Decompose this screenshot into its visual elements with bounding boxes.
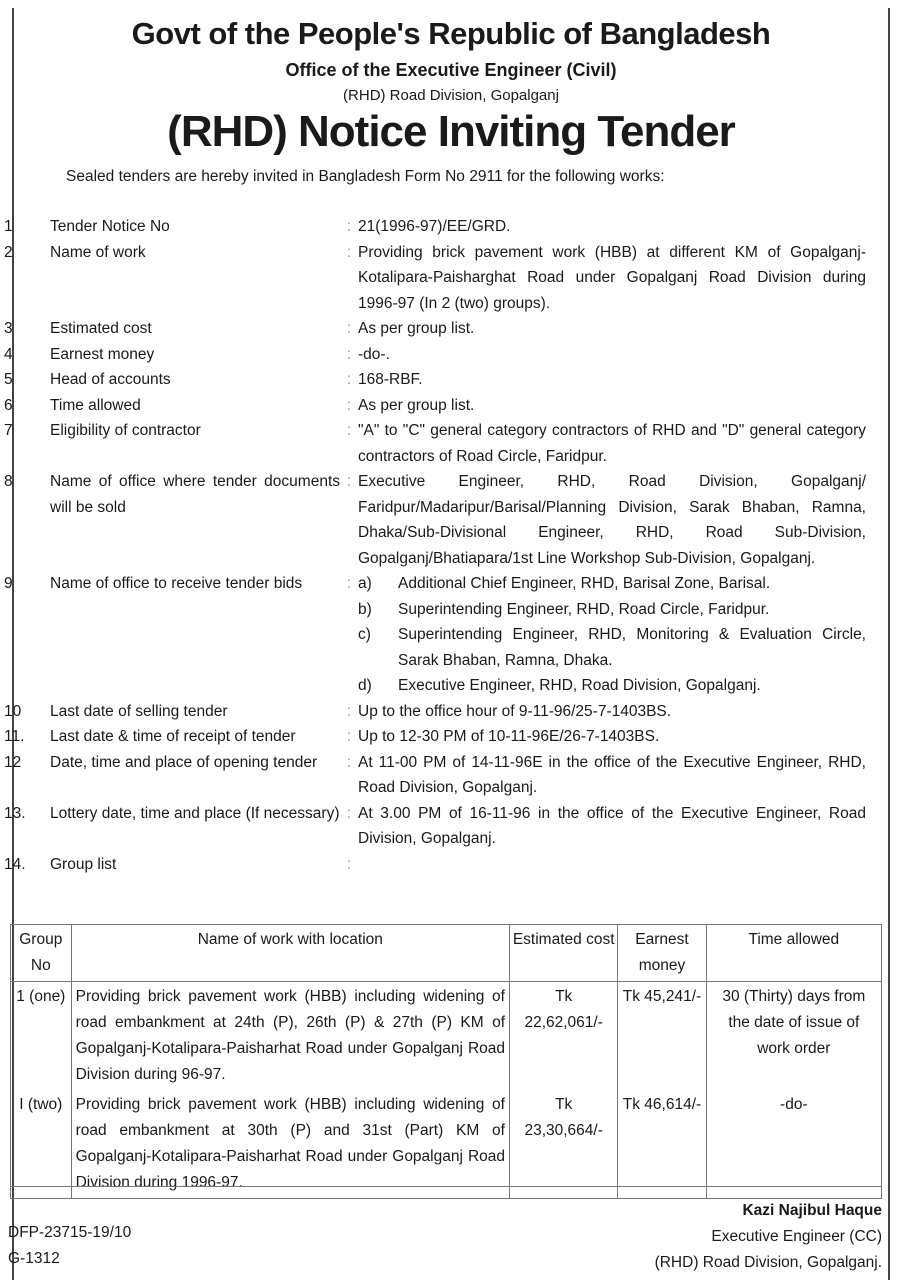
col-header-time: Time allowed <box>706 925 881 982</box>
colon-mark: : <box>346 473 352 490</box>
item-number: 10 <box>4 702 22 720</box>
signatory-division: (RHD) Road Division, Gopalganj. <box>654 1254 882 1271</box>
item-number: 2 <box>4 243 13 261</box>
col-header-money: Earnest money <box>618 925 706 982</box>
sub-item-letter: a) <box>358 575 372 592</box>
table-row <box>11 1090 882 1199</box>
reference-code: G-1312 <box>8 1250 60 1267</box>
cell-money: Tk 45,241/- <box>618 982 706 1091</box>
notice-title: (RHD) Notice Inviting Tender <box>167 107 735 156</box>
signatory-name: Kazi Najibul Haque <box>742 1202 882 1219</box>
item-number: 8 <box>4 473 13 490</box>
item-label: Last date & time of receipt of tender <box>50 728 296 745</box>
signature-block <box>655 1198 882 1276</box>
sub-item-letter: c) <box>358 626 371 643</box>
colon-mark: : <box>346 320 352 337</box>
cell-work: Providing brick pavement work (HBB) including widening of road embankment at 30th (P) and 31st (Part) KM of Gopalganj-Kotalipara-Paisharhat Road under Gopalganj Road Division during 1996-97. <box>71 1090 509 1199</box>
item-number: 4 <box>4 345 13 363</box>
tender-item <box>0 699 874 725</box>
item-value: As per group list. <box>358 320 475 337</box>
item-label: Head of accounts <box>50 371 171 388</box>
sub-item-text: Superintending Engineer, RHD, Monitoring & Evaluation Circle, Sarak Bhaban, Ramna, Dhaka. <box>398 626 866 669</box>
tender-item <box>0 418 874 469</box>
item-label: Name of office where tender documents will be sold <box>50 473 340 516</box>
table-header-row <box>11 925 882 982</box>
tender-item <box>0 469 874 571</box>
group-list-table <box>10 924 882 1199</box>
sub-item-letter: d) <box>358 677 372 694</box>
table-row <box>11 982 882 1091</box>
item-number: 3 <box>4 320 13 337</box>
cell-time: -do- <box>706 1090 881 1199</box>
tender-item <box>0 342 874 368</box>
item-value: At 3.00 PM of 16-11-96 in the office of the Executive Engineer, Road Division, Gopalganj. <box>358 804 866 847</box>
tender-item <box>0 571 874 699</box>
item-value: Up to 12-30 PM of 10-11-96E/26-7-1403BS. <box>358 728 660 745</box>
item-number: 12 <box>4 753 22 771</box>
intro-text: Sealed tenders are hereby invited in Bangladesh Form No 2911 for the following works: <box>66 168 665 185</box>
item-label: Name of work <box>50 243 146 261</box>
colon-mark: : <box>346 218 352 235</box>
tender-item <box>0 852 874 878</box>
item-label: Last date of selling tender <box>50 702 228 720</box>
tender-item <box>0 801 874 852</box>
colon-mark: : <box>346 575 352 592</box>
col-header-cost: Estimated cost <box>510 925 618 982</box>
tender-item <box>0 750 874 801</box>
colon-mark: : <box>346 804 352 822</box>
item-number: 5 <box>4 371 13 388</box>
colon-mark: : <box>346 371 352 388</box>
colon-mark: : <box>346 422 352 439</box>
item-label: Date, time and place of opening tender <box>50 753 318 771</box>
sub-item <box>358 673 866 699</box>
item-number: 9 <box>4 575 13 592</box>
item-label: Eligibility of contractor <box>50 422 201 439</box>
item-number: 11. <box>4 728 25 745</box>
item-value: -do-. <box>358 345 390 363</box>
colon-mark: : <box>346 345 352 363</box>
footer-divider <box>10 1186 882 1187</box>
colon-mark: : <box>346 702 352 720</box>
division-heading: (RHD) Road Division, Gopalganj <box>343 87 559 104</box>
col-header-group: Group No <box>11 925 72 982</box>
cell-time: 30 (Thirty) days from the date of issue of work order <box>706 982 881 1091</box>
colon-mark: : <box>346 753 352 771</box>
item-number: 1 <box>4 218 13 235</box>
tender-item <box>0 316 874 342</box>
signatory-designation: Executive Engineer (CC) <box>711 1228 882 1245</box>
item-label: Estimated cost <box>50 320 152 337</box>
item-value: As per group list. <box>358 396 475 414</box>
tender-item <box>0 367 874 393</box>
cell-cost: Tk 22,62,061/- <box>510 982 618 1091</box>
colon-mark: : <box>346 243 352 261</box>
item-number: 6 <box>4 396 13 414</box>
reference-number: DFP-23715-19/10 <box>8 1224 132 1241</box>
colon-mark: : <box>346 728 352 745</box>
item-value: 21(1996-97)/EE/GRD. <box>358 218 511 235</box>
tender-item <box>0 724 874 750</box>
cell-work: Providing brick pavement work (HBB) including widening of road embankment at 24th (P), 26th (P) & 27th (P) KM of Gopalganj-Kotalipara-Paisharhat Road under Gopalganj Road Division during 96-97. <box>71 982 509 1091</box>
item-value: "A" to "C" general category contractors of RHD and "D" general category contractors of Road Circle, Faridpur. <box>358 422 866 465</box>
colon-mark: : <box>346 396 352 414</box>
item-label: Tender Notice No <box>50 218 170 235</box>
item-value-list <box>358 571 866 699</box>
item-number: 7 <box>4 422 13 439</box>
item-label: Lottery date, time and place (If necessary) <box>50 804 340 822</box>
cell-money: Tk 46,614/- <box>618 1090 706 1199</box>
sub-item-text: Superintending Engineer, RHD, Road Circle, Faridpur. <box>398 600 770 618</box>
item-value: At 11-00 PM of 14-11-96E in the office of the Executive Engineer, RHD, Road Division, Gopalganj. <box>358 753 866 796</box>
item-label: Time allowed <box>50 396 141 414</box>
office-heading: Office of the Executive Engineer (Civil) <box>285 60 617 80</box>
item-value: Executive Engineer, RHD, Road Division, Gopalganj/ Faridpur/Madaripur/Barisal/Planning Division, Sarak Bhaban, Ramna, Dhaka/Sub-Divisional Engineer, RHD, Road Sub-Division, Gopalganj/Bhatiapara/1st Line Workshop Sub-Division, Gopalganj. <box>358 473 866 567</box>
tender-item <box>0 393 874 419</box>
item-number: 14. <box>4 855 26 873</box>
sub-item-letter: b) <box>358 600 372 618</box>
sub-item-text: Additional Chief Engineer, RHD, Barisal Zone, Barisal. <box>398 575 771 592</box>
item-label: Earnest money <box>50 345 155 363</box>
item-value: Up to the office hour of 9-11-96/25-7-1403BS. <box>358 702 672 720</box>
colon-mark: : <box>346 855 352 873</box>
govt-heading: Govt of the People's Republic of Bangladesh <box>131 16 771 51</box>
item-value <box>358 852 866 878</box>
item-value: 168-RBF. <box>358 371 423 388</box>
tender-items-list <box>0 214 874 877</box>
item-value: Providing brick pavement work (HBB) at different KM of Gopalganj-Kotalipara-Paisharghat Road under Gopalganj Road Division during 1996-97 (In 2 (two) groups). <box>358 243 866 312</box>
sub-item <box>358 571 866 597</box>
sub-item <box>358 622 866 673</box>
item-label: Group list <box>50 855 117 873</box>
tender-item <box>0 240 874 317</box>
item-number: 13. <box>4 804 26 822</box>
tender-item <box>0 214 874 240</box>
col-header-work: Name of work with location <box>71 925 509 982</box>
item-label: Name of office to receive tender bids <box>50 575 303 592</box>
sub-item <box>358 597 866 623</box>
cell-group: I (two) <box>11 1090 72 1199</box>
cell-cost: Tk 23,30,664/- <box>510 1090 618 1199</box>
sub-item-text: Executive Engineer, RHD, Road Division, Gopalganj. <box>398 677 761 694</box>
cell-group: 1 (one) <box>11 982 72 1091</box>
